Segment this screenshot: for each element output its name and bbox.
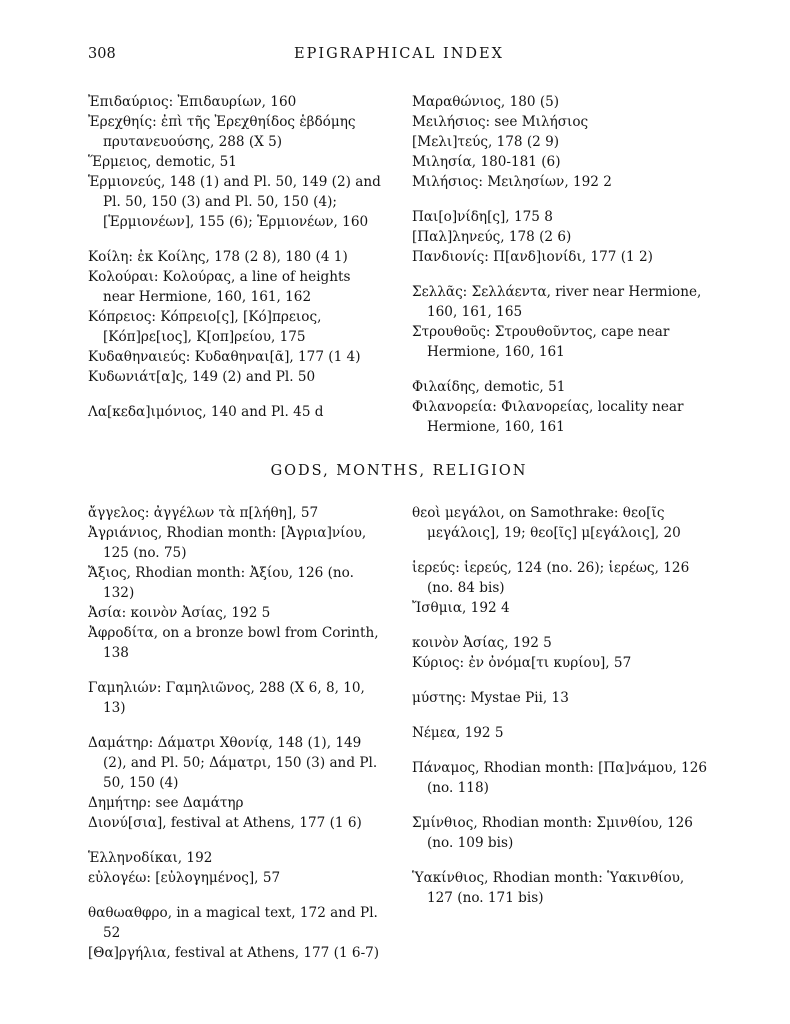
index-section-gods <box>88 503 710 963</box>
index-entry: Δαμάτηρ: Δάματρι Χθονίᾳ, 148 (1), 149 (2), and Pl. 50; Δάματρι, 150 (3) and Pl. 50, 150 (4) <box>88 735 378 791</box>
entry-group <box>412 92 710 192</box>
entry-group <box>88 733 386 833</box>
index-entry: Μαραθώνιος, 180 (5) <box>412 94 560 110</box>
index-entry: Ἐρεχθηίς: ἐπὶ τῆς Ἐρεχθηίδος ἑβδόμης πρυτανευούσης, 288 (X 5) <box>88 114 356 150</box>
index-entry: [Παλ]ληνεύς, 178 (2 6) <box>412 229 572 245</box>
index-entry: Κοίλη: ἐκ Κοίλης, 178 (2 8), 180 (4 1) <box>88 249 348 265</box>
page-number: 308 <box>88 46 116 62</box>
entry-group <box>88 402 386 422</box>
gods-right-column <box>412 503 710 963</box>
index-entry: Διονύ[σια], festival at Athens, 177 (1 6) <box>88 815 362 831</box>
page-title: EPIGRAPHICAL INDEX <box>294 46 504 62</box>
index-entry: Κύριος: ἐν ὀνόμα[τι κυρίου], 57 <box>412 655 632 671</box>
index-entry: Κολούραι: Κολούρας, a line of heights near Hermione, 160, 161, 162 <box>88 269 351 305</box>
index-section-names <box>88 92 710 437</box>
index-entry: Μιλήσιος: Μειλησίων, 192 2 <box>412 174 612 190</box>
entry-group <box>412 868 710 908</box>
index-entry: Ἀφροδίτα, on a bronze bowl from Corinth, 138 <box>88 625 379 661</box>
index-entry: Ἄξιος, Rhodian month: Ἀξίου, 126 (no. 132) <box>88 565 354 601</box>
entry-group <box>88 678 386 718</box>
index-entry: Στρουθοῦς: Στρουθοῦντος, cape near Hermione, 160, 161 <box>412 324 670 360</box>
index-entry: Κυδαθηναιεύς: Κυδαθηναι[ᾶ], 177 (1 4) <box>88 349 361 365</box>
names-right-column <box>412 92 710 437</box>
index-entry: εὐλογέω: [εὐλογημένος], 57 <box>88 870 281 886</box>
gods-left-column <box>88 503 386 963</box>
entry-group <box>88 247 386 387</box>
index-entry: Ἀσία: κοινὸν Ἀσίας, 192 5 <box>88 605 271 621</box>
index-entry: κοινὸν Ἀσίας, 192 5 <box>412 635 552 651</box>
index-entry: Ἐπιδαύριος: Ἐπιδαυρίων, 160 <box>88 94 297 110</box>
index-entry: [Μελι]τεύς, 178 (2 9) <box>412 134 560 150</box>
section-heading-gods-months-religion: GODS, MONTHS, RELIGION <box>270 463 528 479</box>
index-entry: Παι[ο]νίδη[ς], 175 8 <box>412 209 553 225</box>
index-entry: Κόπρειος: Κόπρειο[ς], [Κό]πρειος, [Κόπ]ρε[ιος], Κ[οπ]ρείου, 175 <box>88 309 322 345</box>
index-entry: Λα[κεδα]ιμόνιος, 140 and Pl. 45 d <box>88 404 324 420</box>
index-entry: Μιλησία, 180-181 (6) <box>412 154 561 170</box>
entry-group <box>412 723 710 743</box>
index-entry: Γαμηλιών: Γαμηλιῶνος, 288 (X 6, 8, 10, 13) <box>88 680 365 716</box>
index-entry: Ἕρμειος, demotic, 51 <box>88 154 237 170</box>
entry-group <box>412 758 710 798</box>
index-entry: Πανδιονίς: Π[ανδ]ιονίδι, 177 (1 2) <box>412 249 653 265</box>
index-entry: Ἑλληνοδίκαι, 192 <box>88 850 213 866</box>
entry-group <box>412 282 710 362</box>
index-entry: ἱερεύς: ἱερεύς, 124 (no. 26); ἱερέως, 126 (no. 84 bis) <box>412 560 690 596</box>
index-entry: Σμίνθιος, Rhodian month: Σμινθίου, 126 (no. 109 bis) <box>412 815 693 851</box>
index-entry: Ἴσθμια, 192 4 <box>412 600 510 616</box>
index-entry: θεοὶ μεγάλοι, on Samothrake: θεο[ῖς μεγάλοις], 19; θεο[ῖς] μ[εγάλοις], 20 <box>412 505 681 541</box>
index-entry: Νέμεα, 192 5 <box>412 725 504 741</box>
entry-group <box>88 903 386 963</box>
entry-group <box>412 377 710 437</box>
entry-group <box>88 92 386 232</box>
index-entry: Φιλανορεία: Φιλανορείας, locality near Hermione, 160, 161 <box>412 399 684 435</box>
index-entry: Φιλαίδης, demotic, 51 <box>412 379 566 395</box>
page-header <box>88 46 710 66</box>
entry-group <box>412 633 710 673</box>
entry-group <box>412 688 710 708</box>
index-entry: ἄγγελος: ἀγγέλων τὰ π[λήθη], 57 <box>88 505 319 521</box>
entry-group <box>412 813 710 853</box>
names-left-column <box>88 92 386 437</box>
index-entry: Σελλᾶς: Σελλάεντα, river near Hermione, 160, 161, 165 <box>412 284 702 320</box>
entry-group <box>88 848 386 888</box>
index-entry: [Θα]ργήλια, festival at Athens, 177 (1 6-7) <box>88 945 380 961</box>
index-entry: Ἑρμιονεύς, 148 (1) and Pl. 50, 149 (2) and Pl. 50, 150 (3) and Pl. 50, 150 (4); [Ἑρμιονέων], 155 (6); Ἑρμιονέων, 160 <box>88 174 381 230</box>
index-entry: Ὑακίνθιος, Rhodian month: Ὑακινθίου, 127 (no. 171 bis) <box>412 870 685 906</box>
index-entry: θαθωαθφρο, in a magical text, 172 and Pl. 52 <box>88 905 378 941</box>
entry-group <box>88 503 386 663</box>
index-entry: Κυδωνιάτ[α]ς, 149 (2) and Pl. 50 <box>88 369 316 385</box>
index-entry: Δημήτηρ: see Δαμάτηρ <box>88 795 244 811</box>
index-entry: Μειλήσιος: see Μιλήσιος <box>412 114 589 130</box>
entry-group <box>412 558 710 618</box>
index-entry: Ἀγριάνιος, Rhodian month: [Ἀγρια]νίου, 125 (no. 75) <box>88 525 367 561</box>
index-entry: Πάναμος, Rhodian month: [Πα]νάμου, 126 (no. 118) <box>412 760 708 796</box>
index-entry: μύστης: Mystae Pii, 13 <box>412 690 569 706</box>
entry-group <box>412 207 710 267</box>
entry-group <box>412 503 710 543</box>
